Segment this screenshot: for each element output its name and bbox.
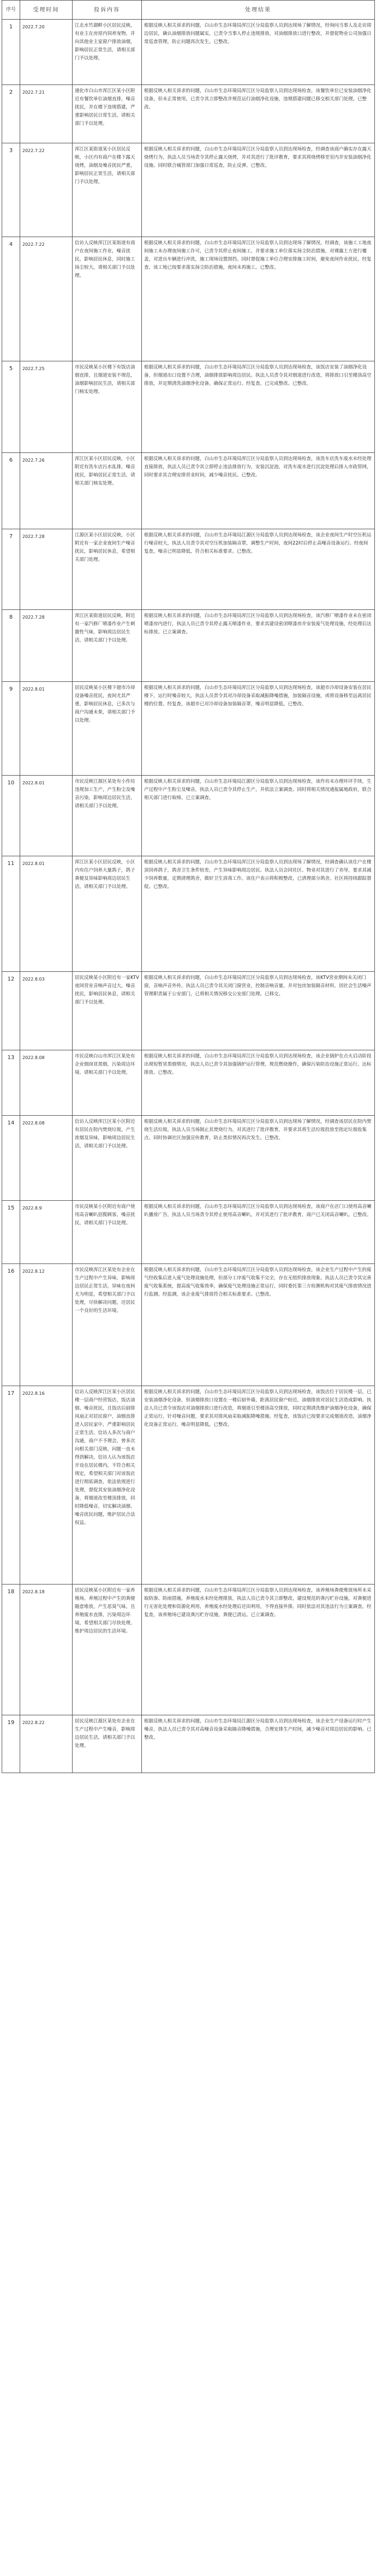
row-result-text: 根据反映人相关诉求的问题，白山市生态环境局浑江区分局监察人员到达现场检查，该企业锅炉在点火启动阶段出现短暂冒黑烟情况，执法人员已责令其加强锅炉运行管理，规范燃烧操作，确保污染防治设施正常运行，达标排放。已整改。 xyxy=(144,1054,372,1075)
row-date-text: 2022.8.01 xyxy=(22,781,45,785)
row-date xyxy=(20,143,73,237)
row-seq xyxy=(2,610,20,682)
row-seq xyxy=(2,972,20,1050)
row-seq xyxy=(2,1116,20,1201)
row-content-text: 浑江区某街道某小区居民反映，小区内有商户在楼下露天烧烤，油烟及噪音扰民严重，影响居民正常生活，请相关部门予以处理。 xyxy=(75,147,135,185)
row-seq xyxy=(2,682,20,776)
row-content xyxy=(73,1715,142,1773)
row-seq xyxy=(2,1386,20,1585)
row-content xyxy=(73,237,142,361)
row-result xyxy=(142,1585,375,1715)
row-seq xyxy=(2,1264,20,1386)
row-seq xyxy=(2,776,20,856)
row-date xyxy=(20,85,73,143)
row-content-text: 市民反映浑江区某处有企业在生产过程中产生异味，影响周边居民正常生活，异味在夜间尤为明显，希望相关部门予以处理，尽快解决问题，还居民一个良好的生活环境。 xyxy=(75,1267,135,1314)
table-row xyxy=(2,1264,375,1386)
row-result-text: 根据反映人相关诉求的问题，白山市生态环境局浑江区分局监察人员到达现场检查，该饭店安装了油烟净化设备，但烟道出口设置不合理，油烟排放影响周边居民。执法人员责令其对烟道进行改造，将排放口引至楼顶高空排放，并定期清洗油烟净化设备，确保正常运行。经复查，已完成整改。已整改。 xyxy=(144,365,372,386)
row-seq-text: 3 xyxy=(9,148,13,154)
table-row xyxy=(2,1050,375,1116)
table-row xyxy=(2,682,375,776)
table-row xyxy=(2,143,375,237)
row-date xyxy=(20,1264,73,1386)
header-date: 受理时间 xyxy=(20,1,73,20)
row-date xyxy=(20,1201,73,1264)
table-row xyxy=(2,1715,375,1773)
row-content xyxy=(73,610,142,682)
table-row xyxy=(2,529,375,610)
row-result-text: 根据反映人相关诉求的问题，白山市生态环境局浑江区分局监察人员到达现场检查，该超市冷却设备安装在居民楼下，运行时噪音较大，执法人员责令其对冷却设备采取减振降噪措施，加装隔音设施，或将设备移至远离居民楼的位置。经复查，该超市已对冷却设备加装隔音罩，噪音明显降低。已整改。 xyxy=(144,685,372,707)
row-date-text: 2022.8.01 xyxy=(22,861,45,866)
row-seq-text: 10 xyxy=(7,780,15,786)
header-content: 投诉内容 xyxy=(73,1,142,20)
row-seq-text: 17 xyxy=(7,1390,15,1396)
row-date xyxy=(20,856,73,972)
row-seq-text: 7 xyxy=(9,534,13,540)
row-seq-text: 18 xyxy=(7,1589,15,1595)
row-seq xyxy=(2,237,20,361)
row-date xyxy=(20,972,73,1050)
row-content-text: 居民反映江源区某处有企业在生产过程中产生噪音，影响周边居民生活，请相关部门予以处理。 xyxy=(75,1719,135,1749)
table-row xyxy=(2,453,375,529)
row-content-text: 市民反映某小区楼下有饭店油烟直排，且烟道安装不规范，油烟影响居民生活，请相关部门核实处理。 xyxy=(75,365,135,395)
header-result: 处理结果 xyxy=(142,1,375,20)
row-content xyxy=(73,143,142,237)
row-seq-text: 15 xyxy=(7,1205,15,1211)
row-content xyxy=(73,1050,142,1116)
table-row xyxy=(2,610,375,682)
row-date-text: 2022.8.18 xyxy=(22,1589,45,1594)
row-result-text: 根据反映人相关诉求的问题，白山市生态环境局浑江区分局监察人员到达现场检查，经调查该商户确实存在露天烧烤行为，执法人员当场责令其停止露天烧烤，并对其进行了批评教育，要求其将烧烤移至室内并安装油烟净化设施。同时联合城管部门加强日常巡查，防止反弹。已整改。 xyxy=(144,147,372,168)
row-result-text: 根据反映人相关诉求的问题，白山市生态环境局浑江区分局监察人员到达现场检查，该养殖场粪便堆放场所未采取防渗、防雨措施，养殖废水未经处理排放，执法人员已责令其立即整改，建设规范的粪污贮存设施，对粪便进行无害化处理和资源化利用，养殖废水经处理后还田利用，不得直接外排。同时依法对其违法行为立案调查。经复查，该养殖场已建设粪污贮存设施，粪便已清运。已立案调查。 xyxy=(144,1588,372,1618)
row-seq-text: 6 xyxy=(9,457,13,463)
row-result xyxy=(142,972,375,1050)
row-seq xyxy=(2,361,20,453)
table-row xyxy=(2,237,375,361)
row-result-text: 根据反映人相关诉求的问题，白山市生态环境局浑江区分局监察人员到达现场检查，该汽修厂喷漆作业未在密闭喷漆房内进行，执法人员已责令其停止露天喷漆作业，要求其建设密闭喷漆房并安装废气处理设施，经处理后达标排放。已立案调查。 xyxy=(144,613,372,635)
row-date-text: 2022.8.16 xyxy=(22,1391,45,1396)
row-seq xyxy=(2,856,20,972)
row-content xyxy=(73,453,142,529)
row-content xyxy=(73,529,142,610)
table-header-row xyxy=(2,1,375,20)
row-seq xyxy=(2,1715,20,1773)
row-content xyxy=(73,1201,142,1264)
row-result xyxy=(142,1201,375,1264)
row-content-text: 信访人反映浑江区某小区居民楼一层商户经营饭店，饭店油烟、噪音扰民，且饭店后厨排风扇正对居民窗户，油烟直排进入居民家中，严重影响居民正常生活。信访人多次与商户沟通，商户不予理会，曾多次向相关部门反映，问题一直未得到解决。信访人认为该饭店开设在居民楼内，不符合相关规定，希望相关部门对该饭店进行彻底调查，依法依规进行处理，督促其安装油烟净化设备，将烟道改至楼顶排放，同时降低噪音，切实解决油烟、噪音扰民问题，维护居民合法权益。 xyxy=(75,1389,135,1526)
row-result xyxy=(142,361,375,453)
row-content-text: 居民反映某小区附近有一家KTV夜间营业音响声音过大，噪音扰民，影响居民休息，请相关部门予以处理。 xyxy=(75,975,139,1005)
row-result xyxy=(142,682,375,776)
row-date xyxy=(20,529,73,610)
row-result xyxy=(142,529,375,610)
row-date-text: 2022.8.22 xyxy=(22,1720,45,1725)
row-content xyxy=(73,1386,142,1585)
row-content-text: 居民反映某小区附近有一家养殖场，养殖过程中产生的粪便随意堆放，产生恶臭气味，且养殖废水直排，污染周边环境，希望相关部门尽快处理，维护周边居民的生活环境。 xyxy=(75,1588,135,1634)
row-date xyxy=(20,1585,73,1715)
row-date xyxy=(20,361,73,453)
row-result-text: 根据反映人相关诉求的问题，白山市生态环境局浑江区分局监察人员到达现场了解情况，经调查确认该住户在楼顶饲养鸽子，鸽舍卫生条件较差，产生异味影响周边居民。执法人员会同社区、物业对其进行了劝导，要求其减少饲养数量，定期清理鸽舍，做好卫生消毒工作。该住户表示将积极整改，已清理部分鸽舍。社区将持续跟踪督促。已整改。 xyxy=(144,860,372,890)
row-seq-text: 1 xyxy=(9,24,13,30)
row-content-text: 信访人反映浑江区某小区附近有居民在院内焚烧垃圾，产生浓烟及异味，影响周边居民生活，请相关部门予以处理。 xyxy=(75,1119,135,1149)
row-result xyxy=(142,1386,375,1585)
row-content xyxy=(73,85,142,143)
row-seq-text: 8 xyxy=(9,614,13,620)
row-date xyxy=(20,1116,73,1201)
row-result-text: 根据反映人相关诉求的问题，白山市生态环境局浑江区分局监察人员到达现场检查，该饭店位于居民楼一层，已安装油烟净化设备，但油烟排放口设置在一楼后厨外墙，距离居民窗户较近，油烟排放对居民生活造成影响。执法人员已责令该饭店对油烟排放口进行改造，将烟道引至楼顶高空排放，同时定期清洗维护油烟净化设备，确保正常运行。针对噪音问题，要求其对排风扇采取减振降噪措施。经复查，该饭店已按要求完成烟道改造，油烟净化设备正常运行，噪音明显降低。已整改。 xyxy=(144,1389,372,1428)
row-content xyxy=(73,776,142,856)
row-content xyxy=(73,1585,142,1715)
row-content xyxy=(73,972,142,1050)
row-seq-text: 4 xyxy=(9,241,13,247)
row-seq-text: 2 xyxy=(9,89,13,95)
row-content-text: 居民反映某小区楼下超市冷却设备噪音扰民，夜间尤其严重，影响居民休息，已多次与商户沟通未果，请相关部门予以处理。 xyxy=(75,685,135,723)
row-seq-text: 12 xyxy=(7,976,15,982)
row-seq xyxy=(2,453,20,529)
row-date-text: 2022.7.26 xyxy=(22,458,45,463)
complaint-table xyxy=(2,0,375,1773)
row-date-text: 2022.7.25 xyxy=(22,366,45,371)
row-result-text: 根据反映人相关诉求的问题，白山市生态环境局浑江区分局监察人员到达现场检查，该商户在店门口使用高音喇叭播放广告，执法人员当场责令其停止使用高音喇叭，并对其进行了批评教育，商户已关闭高音喇叭。已整改。 xyxy=(144,1204,372,1218)
row-content-text: 浑江区某小区居民反映，小区内有住户饲养大量鸽子，鸽子粪便及异味影响周边居民生活，请相关部门予以处理。 xyxy=(75,860,135,890)
row-date-text: 2022.8.12 xyxy=(22,1269,45,1274)
table-body xyxy=(2,20,375,1773)
table-row xyxy=(2,972,375,1050)
row-seq-text: 14 xyxy=(7,1120,15,1126)
row-result xyxy=(142,143,375,237)
row-result xyxy=(142,1116,375,1201)
row-result xyxy=(142,856,375,972)
table-row xyxy=(2,85,375,143)
row-date xyxy=(20,453,73,529)
row-seq-text: 16 xyxy=(7,1268,15,1274)
row-date-text: 2022.8.08 xyxy=(22,1121,45,1126)
row-seq xyxy=(2,20,20,85)
row-date-text: 2022.7.28 xyxy=(22,534,45,539)
row-result xyxy=(142,453,375,529)
row-content-text: 市民反映某小区附近有商户使用高音喇叭招揽顾客，噪音扰民，请相关部门予以处理。 xyxy=(75,1204,135,1226)
row-date-text: 2022.7.22 xyxy=(22,242,45,247)
row-result-text: 根据反映人相关诉求的问题，白山市生态环境局浑江区分局监察人员到达现场检查，该KTV营业期间未关闭门窗，音响声音外传，执法人员已责令其关闭门窗营业，控制音响音量，并对包房加装隔音材料。因社会生活噪声管理职责属于公安部门，已将相关情况移交公安部门处理。已移交。 xyxy=(144,975,372,997)
row-date xyxy=(20,237,73,361)
row-content xyxy=(73,856,142,972)
row-seq-text: 13 xyxy=(7,1055,15,1061)
row-result-text: 根据反映人相关诉求的问题，白山市生态环境局浑江区分局监察人员到达现场了解情况，经询问当事人及走访周边居民，确认油烟排放问题属实，已责令当事人停止违规排放，对油烟排放口进行整改，并督促物业公司加强日常巡查管理，防止问题再次发生。已整改。 xyxy=(144,23,372,45)
row-date xyxy=(20,1715,73,1773)
row-content xyxy=(73,682,142,776)
row-date xyxy=(20,20,73,85)
table-row xyxy=(2,1386,375,1585)
row-date-text: 2022.7.21 xyxy=(22,90,45,95)
row-result-text: 根据反映人相关诉求的问题，白山市生态环境局浑江区分局监察人员到达现场了解情况，经调查该居民在院内焚烧生活垃圾，执法人员当场制止其焚烧行为，对其进行了批评教育，并要求其将生活垃圾投放至指定垃圾收集点。同时协调社区加强宣传教育，防止类似情况再次发生。已整改。 xyxy=(144,1119,372,1141)
row-content xyxy=(73,1264,142,1386)
row-content-text: 浑江区某街道居民反映，附近有一家汽修厂喷漆作业产生刺激性气味，影响周边居民生活，请相关部门予以处理。 xyxy=(75,613,135,643)
row-seq xyxy=(2,1050,20,1116)
row-content-text: 江北水竹湖畔小区居民反映，有业主在房屋内饲养宠物，并向其他业主家窗户排放油烟，影响居民正常生活，请相关部门予以处理。 xyxy=(75,23,135,61)
row-seq-text: 9 xyxy=(9,686,13,692)
row-result xyxy=(142,20,375,85)
row-content xyxy=(73,1116,142,1201)
row-seq xyxy=(2,1585,20,1715)
row-result-text: 根据反映人相关诉求的问题，白山市生态环境局浑江区分局监察人员到达现场检查，该餐饮单位已安装油烟净化设备，但未正常使用，已责令其立即整改并规范运行油烟净化设施，违规搭建问题已移交相关部门处理。已整改。 xyxy=(144,88,372,110)
table-row xyxy=(2,1585,375,1715)
row-content-text: 通化市白山市浑江区某小区附近有餐饮单位油烟直排，噪音扰民，并在楼下违规搭建，严重影响居民日常生活，请相关部门予以处理。 xyxy=(75,88,135,126)
table-row xyxy=(2,361,375,453)
row-date-text: 2022.7.28 xyxy=(22,615,45,620)
table-row xyxy=(2,1201,375,1264)
row-result xyxy=(142,85,375,143)
row-date-text: 2022.8.08 xyxy=(22,1055,45,1060)
row-date xyxy=(20,1386,73,1585)
row-content-text: 市民反映江源区某处有小作坊违规加工生产，产生粉尘及噪音污染，影响周边居民生活，请相关部门予以处理。 xyxy=(75,779,135,809)
row-result-text: 根据反映人相关诉求的问题，白山市生态环境局江源区分局监察人员到达现场检查，该作坊未办理环评手续，生产过程中产生粉尘及噪音，执法人员已责令其停止生产，并依法立案调查。同时将相关情况通报属地政府，联合相关部门进行取缔。已立案调查。 xyxy=(144,779,372,801)
row-result xyxy=(142,610,375,682)
row-date xyxy=(20,682,73,776)
row-seq xyxy=(2,85,20,143)
table-row xyxy=(2,20,375,85)
row-date-text: 2022.8.01 xyxy=(22,687,45,692)
row-result xyxy=(142,1050,375,1116)
row-date-text: 2022.7.20 xyxy=(22,25,45,29)
row-content xyxy=(73,361,142,453)
row-content-text: 信访人反映浑江区某街道有商户在夜间施工作业，噪音扰民，影响居民休息，同时施工扬尘较大，请相关部门予以处理。 xyxy=(75,240,135,279)
row-seq-text: 19 xyxy=(7,1720,15,1726)
row-date xyxy=(20,776,73,856)
table-row xyxy=(2,776,375,856)
row-content-text: 浑江区某小区居民反映，小区附近有洗车店污水乱排，噪音扰民，影响居民正常生活，请相关部门核实处理。 xyxy=(75,456,135,486)
row-date xyxy=(20,610,73,682)
row-result-text: 根据反映人相关诉求的问题，白山市生态环境局江源区分局监察人员到达现场检查，该企业夜间生产时空压机运行噪音较大，执法人员责令其对空压机加装隔音罩，调整生产时间，夜间22时后停止高噪音设备运行。经夜间复查，噪音已明显降低，符合相关标准要求。已整改。 xyxy=(144,533,372,554)
row-result-text: 根据反映人相关诉求的问题，白山市生态环境局浑江区分局监察人员到达现场检查，该洗车店洗车废水未经处理直接排放，执法人员已责令其立即停止违法排放行为，安装沉淀池，对洗车废水进行沉淀处理后排入市政管网，同时要求其合理安排营业时间，减少噪音扰民。已整改。 xyxy=(144,456,372,478)
row-content xyxy=(73,20,142,85)
row-result xyxy=(142,776,375,856)
table-row xyxy=(2,1116,375,1201)
table-row xyxy=(2,856,375,972)
row-seq xyxy=(2,529,20,610)
row-seq xyxy=(2,1201,20,1264)
row-date xyxy=(20,1050,73,1116)
row-date-text: 2022.8.03 xyxy=(22,977,45,982)
row-result-text: 根据反映人相关诉求的问题，白山市生态环境局江源区分局监察人员到达现场检查，该企业生产设备运行时产生噪音，执法人员已责令其对高噪音设备采取隔音降噪措施，合理安排生产时间，减少噪音对周边居民的影响。已整改。 xyxy=(144,1719,372,1740)
row-result xyxy=(142,1264,375,1386)
row-seq xyxy=(2,143,20,237)
row-seq-text: 11 xyxy=(7,861,15,867)
row-seq-text: 5 xyxy=(9,366,13,372)
row-content-text: 市民反映白山市浑江区某处有企业烟囱冒黑烟，污染周边环境，请相关部门予以处理。 xyxy=(75,1054,135,1075)
row-content-text: 江源区某小区居民反映，小区附近有一家企业夜间生产噪音扰民，影响居民休息，希望相关部门处理。 xyxy=(75,533,135,563)
row-date-text: 2022.8.9 xyxy=(22,1206,42,1211)
row-result xyxy=(142,237,375,361)
row-date-text: 2022.7.22 xyxy=(22,148,45,153)
header-seq: 序号 xyxy=(2,1,20,20)
row-result-text: 根据反映人相关诉求的问题，白山市生态环境局浑江区分局监察人员到达现场了解情况，经调查，该施工工地夜间施工未办理夜间施工许可，已责令其停止夜间施工，并要求施工单位落实扬尘防治措施，对裸露土方进行覆盖，对进出车辆进行冲洗，施工现场设置围挡。同时督促施工单位合理安排施工时间，避免夜间作业扰民。经复查，该工地已按要求落实扬尘防治措施，夜间未再施工。已整改。 xyxy=(144,240,372,270)
row-result-text: 根据反映人相关诉求的问题，白山市生态环境局浑江区分局监察人员到达现场检查，该企业生产过程中产生的废气经收集后进入废气处理设施处理，但部分工序废气收集不完全，存在无组织排放现象。执法人员已责令其完善废气收集系统，提高废气收集效率，确保废气处理设施正常运行，同时委托第三方检测机构对其废气排放情况进行监测。经监测，该企业废气排放符合相关标准要求。已整改。 xyxy=(144,1267,372,1297)
row-result xyxy=(142,1715,375,1773)
